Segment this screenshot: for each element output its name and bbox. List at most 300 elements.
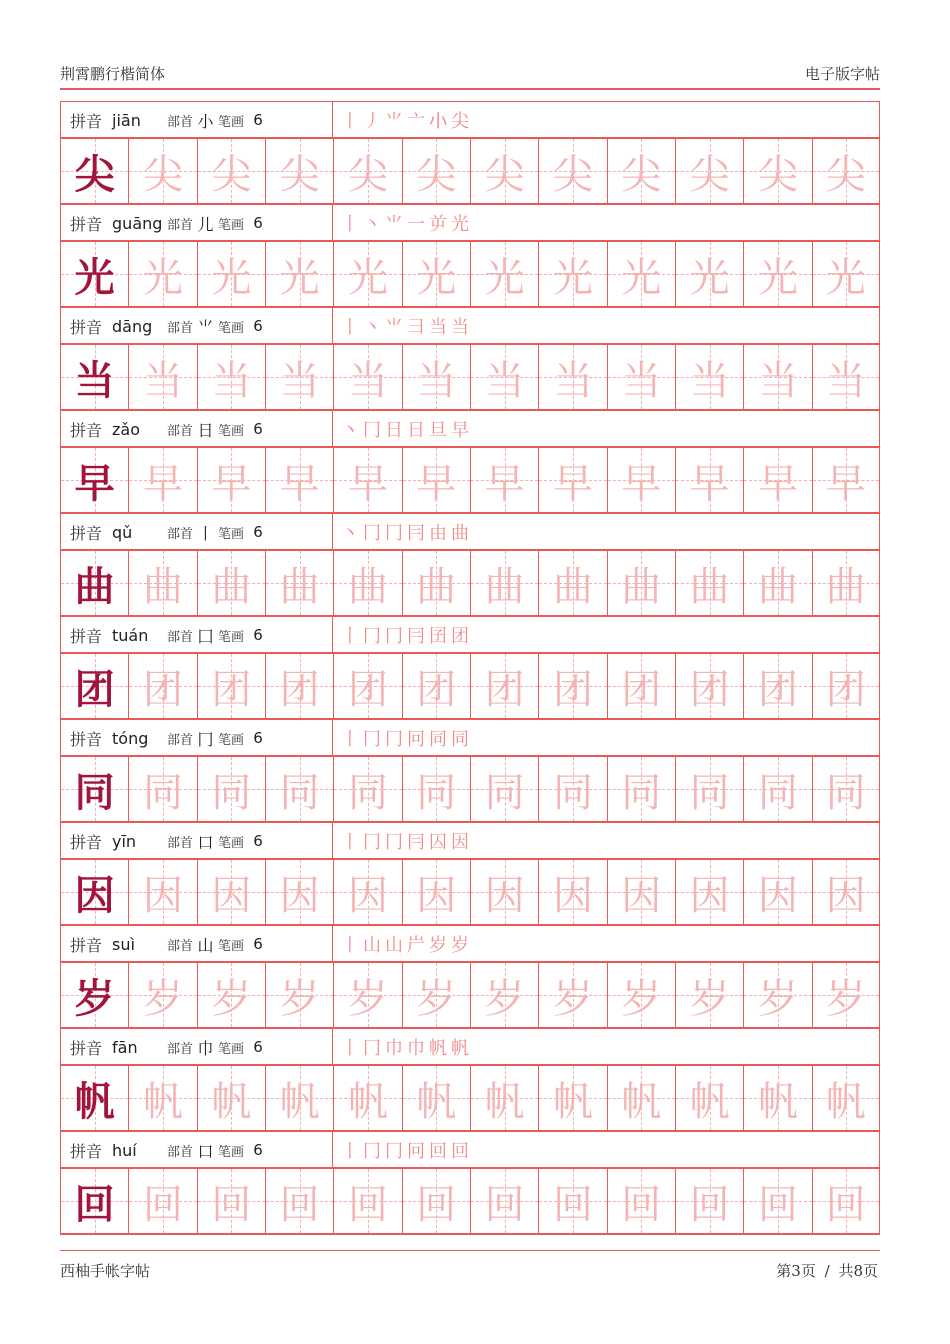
trace-cell[interactable]: [333, 860, 401, 924]
stroke-step: 巾: [407, 1038, 429, 1059]
trace-character: 曲: [279, 563, 320, 610]
trace-cell[interactable]: [675, 1066, 743, 1130]
trace-cell[interactable]: [538, 1169, 606, 1233]
stroke-step: 同: [429, 729, 451, 750]
trace-cell[interactable]: [812, 860, 880, 924]
trace-character: 回: [757, 1181, 798, 1228]
trace-cell[interactable]: [743, 963, 811, 1027]
trace-character: 因: [484, 872, 525, 919]
trace-character: 当: [825, 357, 866, 404]
trace-cell[interactable]: [812, 1169, 880, 1233]
info-fields: [61, 205, 333, 241]
trace-cell[interactable]: [333, 448, 401, 512]
trace-cell[interactable]: [197, 963, 265, 1027]
trace-character: 曲: [825, 563, 866, 610]
stroke-step: 屵: [407, 935, 429, 956]
trace-cell[interactable]: [128, 654, 196, 718]
trace-cell[interactable]: [538, 963, 606, 1027]
trace-cell[interactable]: [607, 860, 675, 924]
trace-character: 岁: [211, 975, 252, 1022]
trace-cell[interactable]: [675, 963, 743, 1027]
trace-character: 当: [689, 357, 730, 404]
trace-cell[interactable]: [538, 448, 606, 512]
trace-character: 尖: [621, 151, 662, 198]
stroke-step: 日: [385, 420, 407, 441]
pinyin-value: fān: [112, 1037, 138, 1057]
trace-character: 当: [757, 357, 798, 404]
page-header: [60, 58, 880, 88]
strokes-label: 笔画: [218, 629, 245, 645]
character-entry: [60, 1131, 880, 1234]
trace-cell[interactable]: [333, 242, 401, 306]
trace-character: 岁: [757, 975, 798, 1022]
trace-character: 因: [211, 872, 252, 919]
stroke-count: 6: [253, 832, 263, 850]
radical-label: 部首: [167, 217, 194, 233]
stroke-step: 冂: [385, 1141, 407, 1162]
trace-character: 早: [347, 460, 388, 507]
trace-character: 回: [689, 1181, 730, 1228]
trace-character: 团: [621, 666, 662, 713]
trace-cell[interactable]: [333, 1169, 401, 1233]
trace-cell[interactable]: [538, 860, 606, 924]
model-cell[interactable]: [60, 654, 128, 718]
stroke-step: 当: [429, 317, 451, 338]
info-fields: [61, 823, 333, 859]
stroke-step: 亠: [407, 111, 429, 132]
trace-cell[interactable]: [675, 242, 743, 306]
stroke-count: 6: [253, 1141, 263, 1159]
trace-cell[interactable]: [607, 963, 675, 1027]
strokes-label: 笔画: [218, 423, 245, 439]
trace-cell[interactable]: [402, 242, 470, 306]
trace-character: 因: [621, 872, 662, 919]
radical-value: 囗: [197, 626, 214, 646]
stroke-step: 丨: [341, 832, 363, 853]
stroke-step: 团: [451, 626, 473, 647]
trace-character: 岁: [416, 975, 457, 1022]
stroke-step: 冂: [363, 729, 385, 750]
radical-value: ⺌: [197, 317, 214, 337]
model-character: 回: [74, 1180, 115, 1228]
model-cell[interactable]: [60, 757, 128, 821]
pinyin-value: dāng: [112, 316, 153, 336]
trace-cell[interactable]: [538, 757, 606, 821]
pinyin-label: 拼音: [70, 626, 103, 646]
trace-cell[interactable]: [333, 1066, 401, 1130]
trace-cell[interactable]: [333, 139, 401, 203]
model-character: 光: [74, 253, 115, 301]
trace-cell[interactable]: [607, 654, 675, 718]
trace-character: 帆: [211, 1078, 252, 1125]
stroke-step: 丶: [363, 214, 385, 235]
character-entry: [60, 307, 880, 410]
trace-cell[interactable]: [402, 448, 470, 512]
pinyin-label: 拼音: [70, 832, 103, 852]
trace-character: 尖: [484, 151, 525, 198]
model-cell[interactable]: [60, 963, 128, 1027]
stroke-step: 丨: [341, 317, 363, 338]
trace-cell[interactable]: [538, 1066, 606, 1130]
trace-character: 帆: [484, 1078, 525, 1125]
trace-character: 光: [621, 254, 662, 301]
trace-character: 曲: [757, 563, 798, 610]
stroke-step: 丨: [341, 111, 363, 132]
model-character: 尖: [74, 150, 115, 198]
trace-character: 曲: [552, 563, 593, 610]
trace-character: 同: [347, 769, 388, 816]
stroke-step: 日: [407, 420, 429, 441]
radical-value: 口: [197, 1141, 214, 1161]
trace-cell[interactable]: [265, 963, 333, 1027]
trace-cell[interactable]: [128, 757, 196, 821]
trace-cell[interactable]: [812, 139, 880, 203]
trace-cell[interactable]: [812, 551, 880, 615]
info-row: [60, 204, 880, 241]
trace-cell[interactable]: [265, 860, 333, 924]
trace-cell[interactable]: [743, 448, 811, 512]
stroke-order: [333, 931, 879, 957]
page-total: 共8页: [838, 1261, 878, 1280]
pinyin-label: 拼音: [70, 523, 103, 543]
trace-character: 同: [552, 769, 593, 816]
trace-cell[interactable]: [128, 139, 196, 203]
strokes-label: 笔画: [218, 732, 245, 748]
trace-character: 同: [689, 769, 730, 816]
stroke-order: [333, 210, 879, 236]
trace-cell[interactable]: [197, 551, 265, 615]
trace-cell[interactable]: [812, 345, 880, 409]
trace-cell[interactable]: [402, 654, 470, 718]
stroke-order: [333, 725, 879, 751]
trace-cell[interactable]: [197, 345, 265, 409]
trace-character: 帆: [825, 1078, 866, 1125]
stroke-step: 冂: [363, 1141, 385, 1162]
trace-cell[interactable]: [470, 1169, 538, 1233]
trace-cell[interactable]: [197, 242, 265, 306]
trace-cell[interactable]: [402, 963, 470, 1027]
stroke-step: 冃: [407, 832, 429, 853]
radical-value: 巾: [197, 1038, 214, 1058]
trace-cell[interactable]: [607, 242, 675, 306]
radical-label: 部首: [167, 526, 194, 542]
radical-label: 部首: [167, 732, 194, 748]
model-cell[interactable]: [60, 551, 128, 615]
trace-character: 尖: [279, 151, 320, 198]
info-row: [60, 719, 880, 756]
stroke-order: [333, 416, 879, 442]
trace-character: 早: [689, 460, 730, 507]
trace-character: 同: [211, 769, 252, 816]
model-character: 帆: [74, 1077, 115, 1125]
pinyin-label: 拼音: [70, 935, 103, 955]
trace-character: 当: [279, 357, 320, 404]
trace-cell[interactable]: [675, 860, 743, 924]
trace-cell[interactable]: [812, 757, 880, 821]
trace-character: 团: [552, 666, 593, 713]
trace-cell[interactable]: [333, 757, 401, 821]
model-cell[interactable]: [60, 345, 128, 409]
trace-character: 光: [416, 254, 457, 301]
trace-character: 光: [211, 254, 252, 301]
trace-character: 帆: [552, 1078, 593, 1125]
trace-cell[interactable]: [607, 345, 675, 409]
trace-character: 当: [347, 357, 388, 404]
stroke-step: ⺌: [385, 317, 407, 338]
stroke-step: 帆: [429, 1038, 451, 1059]
stroke-step: 巾: [385, 1038, 407, 1059]
model-character: 岁: [74, 974, 115, 1022]
trace-cell[interactable]: [743, 757, 811, 821]
trace-cell[interactable]: [128, 345, 196, 409]
pinyin-value: zǎo: [112, 419, 141, 439]
trace-cell[interactable]: [265, 242, 333, 306]
radical-label: 部首: [167, 320, 194, 336]
trace-cell[interactable]: [265, 757, 333, 821]
trace-cell[interactable]: [675, 757, 743, 821]
trace-character: 光: [347, 254, 388, 301]
trace-character: 早: [211, 460, 252, 507]
trace-cell[interactable]: [470, 1066, 538, 1130]
trace-character: 尖: [689, 151, 730, 198]
trace-cell[interactable]: [470, 139, 538, 203]
pinyin-value: huí: [112, 1140, 137, 1160]
trace-cell[interactable]: [743, 139, 811, 203]
radical-value: 山: [197, 935, 214, 955]
trace-cell[interactable]: [812, 1066, 880, 1130]
trace-cell[interactable]: [607, 448, 675, 512]
trace-cell[interactable]: [197, 860, 265, 924]
trace-cell[interactable]: [675, 654, 743, 718]
stroke-step: 冂: [363, 523, 385, 544]
trace-character: 同: [484, 769, 525, 816]
model-cell[interactable]: [60, 1066, 128, 1130]
page-footer: [60, 1258, 880, 1282]
trace-cell[interactable]: [675, 1169, 743, 1233]
trace-cell[interactable]: [607, 139, 675, 203]
trace-cell[interactable]: [743, 345, 811, 409]
trace-character: 因: [347, 872, 388, 919]
trace-character: 同: [416, 769, 457, 816]
stroke-step: ⺌: [385, 214, 407, 235]
info-row: [60, 410, 880, 447]
stroke-step: 冂: [363, 420, 385, 441]
stroke-count: 6: [253, 214, 263, 232]
trace-character: 岁: [552, 975, 593, 1022]
info-fields: [61, 720, 333, 756]
model-cell[interactable]: [60, 139, 128, 203]
trace-cell[interactable]: [470, 860, 538, 924]
trace-cell[interactable]: [265, 345, 333, 409]
pinyin-label: 拼音: [70, 420, 103, 440]
trace-cell[interactable]: [402, 139, 470, 203]
radical-value: 小: [197, 111, 214, 131]
trace-character: 团: [347, 666, 388, 713]
practice-grid: [60, 240, 880, 308]
trace-character: 尖: [211, 151, 252, 198]
trace-cell[interactable]: [743, 1169, 811, 1233]
trace-cell[interactable]: [197, 448, 265, 512]
stroke-step: 回: [451, 1141, 473, 1162]
trace-cell[interactable]: [538, 551, 606, 615]
stroke-order: [333, 107, 879, 133]
trace-character: 光: [552, 254, 593, 301]
trace-cell[interactable]: [265, 551, 333, 615]
trace-character: 回: [825, 1181, 866, 1228]
stroke-step: 冂: [363, 832, 385, 853]
stroke-step: 彐: [407, 317, 429, 338]
trace-character: 因: [279, 872, 320, 919]
trace-cell[interactable]: [743, 1066, 811, 1130]
stroke-count: 6: [253, 111, 263, 129]
trace-character: 团: [279, 666, 320, 713]
trace-cell[interactable]: [607, 1066, 675, 1130]
trace-cell[interactable]: [197, 1169, 265, 1233]
trace-cell[interactable]: [128, 963, 196, 1027]
character-entry: [60, 513, 880, 616]
trace-cell[interactable]: [402, 1169, 470, 1233]
trace-cell[interactable]: [265, 654, 333, 718]
stroke-step: 冂: [363, 626, 385, 647]
pinyin-value: jiān: [112, 110, 141, 130]
trace-character: 当: [484, 357, 525, 404]
trace-character: 同: [825, 769, 866, 816]
trace-cell[interactable]: [470, 757, 538, 821]
trace-character: 回: [142, 1181, 183, 1228]
strokes-label: 笔画: [218, 114, 245, 130]
trace-cell[interactable]: [265, 448, 333, 512]
trace-cell[interactable]: [470, 448, 538, 512]
trace-character: 当: [552, 357, 593, 404]
trace-cell[interactable]: [197, 757, 265, 821]
stroke-step: 丨: [341, 935, 363, 956]
trace-cell[interactable]: [197, 654, 265, 718]
trace-cell[interactable]: [197, 139, 265, 203]
trace-cell[interactable]: [333, 963, 401, 1027]
trace-character: 早: [552, 460, 593, 507]
radical-label: 部首: [167, 423, 194, 439]
trace-cell[interactable]: [538, 242, 606, 306]
trace-cell[interactable]: [128, 1169, 196, 1233]
trace-cell[interactable]: [128, 448, 196, 512]
trace-cell[interactable]: [333, 345, 401, 409]
trace-cell[interactable]: [607, 551, 675, 615]
stroke-step: 山: [385, 935, 407, 956]
stroke-step: 𡭔: [429, 111, 451, 132]
info-row: [60, 1131, 880, 1168]
trace-cell[interactable]: [743, 654, 811, 718]
trace-cell[interactable]: [743, 242, 811, 306]
stroke-step: 冋: [407, 1141, 429, 1162]
trace-cell[interactable]: [265, 1066, 333, 1130]
trace-cell[interactable]: [470, 654, 538, 718]
trace-cell[interactable]: [197, 1066, 265, 1130]
stroke-count: 6: [253, 523, 263, 541]
page-number: 第3页: [776, 1261, 816, 1280]
trace-character: 帆: [689, 1078, 730, 1125]
trace-cell[interactable]: [128, 860, 196, 924]
trace-character: 尖: [757, 151, 798, 198]
trace-cell[interactable]: [812, 654, 880, 718]
trace-cell[interactable]: [128, 242, 196, 306]
trace-character: 岁: [142, 975, 183, 1022]
trace-cell[interactable]: [675, 551, 743, 615]
trace-cell[interactable]: [402, 1066, 470, 1130]
trace-cell[interactable]: [538, 139, 606, 203]
stroke-count: 6: [253, 729, 263, 747]
trace-cell[interactable]: [607, 757, 675, 821]
trace-cell[interactable]: [470, 242, 538, 306]
trace-cell[interactable]: [265, 139, 333, 203]
trace-cell[interactable]: [812, 242, 880, 306]
trace-cell[interactable]: [675, 345, 743, 409]
character-entry: [60, 925, 880, 1028]
trace-cell[interactable]: [470, 345, 538, 409]
model-cell[interactable]: [60, 1169, 128, 1233]
trace-cell[interactable]: [743, 860, 811, 924]
trace-cell[interactable]: [470, 551, 538, 615]
radical-label: 部首: [167, 114, 194, 130]
footer-divider: [60, 1250, 880, 1251]
practice-grid: [60, 652, 880, 720]
trace-cell[interactable]: [812, 448, 880, 512]
header-divider: [60, 88, 880, 90]
model-cell[interactable]: [60, 860, 128, 924]
stroke-step: 山: [363, 935, 385, 956]
trace-character: 曲: [689, 563, 730, 610]
pinyin-label: 拼音: [70, 1141, 103, 1161]
strokes-label: 笔画: [218, 938, 245, 954]
trace-character: 岁: [621, 975, 662, 1022]
trace-cell[interactable]: [402, 345, 470, 409]
info-row: [60, 101, 880, 138]
trace-cell[interactable]: [333, 654, 401, 718]
trace-cell[interactable]: [128, 551, 196, 615]
trace-cell[interactable]: [538, 345, 606, 409]
trace-cell[interactable]: [402, 860, 470, 924]
model-cell[interactable]: [60, 448, 128, 512]
stroke-step: 一: [407, 214, 429, 235]
trace-cell[interactable]: [675, 139, 743, 203]
trace-cell[interactable]: [470, 963, 538, 1027]
trace-cell[interactable]: [265, 1169, 333, 1233]
trace-character: 早: [757, 460, 798, 507]
trace-cell[interactable]: [128, 1066, 196, 1130]
trace-cell[interactable]: [812, 963, 880, 1027]
practice-grid: [60, 137, 880, 205]
trace-cell[interactable]: [402, 551, 470, 615]
trace-cell[interactable]: [607, 1169, 675, 1233]
model-cell[interactable]: [60, 242, 128, 306]
trace-character: 因: [142, 872, 183, 919]
character-entry: [60, 719, 880, 822]
trace-cell[interactable]: [675, 448, 743, 512]
stroke-step: 由: [429, 523, 451, 544]
trace-cell[interactable]: [538, 654, 606, 718]
pinyin-value: tóng: [112, 728, 149, 748]
strokes-label: 笔画: [218, 1144, 245, 1160]
trace-cell[interactable]: [333, 551, 401, 615]
stroke-step: 尖: [451, 111, 473, 132]
trace-character: 回: [347, 1181, 388, 1228]
practice-grid: [60, 1064, 880, 1132]
trace-character: 早: [279, 460, 320, 507]
character-entry: [60, 616, 880, 719]
trace-cell[interactable]: [402, 757, 470, 821]
trace-character: 早: [484, 460, 525, 507]
trace-cell[interactable]: [743, 551, 811, 615]
trace-character: 光: [484, 254, 525, 301]
